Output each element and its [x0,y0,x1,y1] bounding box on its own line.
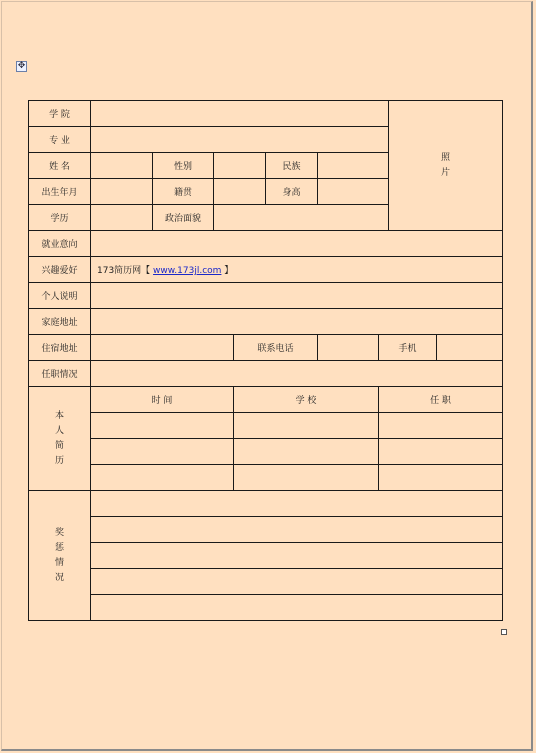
label-mobile: 手机 [379,335,437,361]
field-job-intention[interactable] [91,231,503,257]
row-current-address [29,335,503,361]
label-contact-phone: 联系电话 [234,335,318,361]
field-name[interactable] [91,153,153,179]
table-resize-handle[interactable] [501,629,507,635]
photo-cell[interactable] [389,101,503,231]
resume-header-row [29,387,503,413]
resume-position-cell[interactable] [379,465,503,491]
row-hobbies [29,257,503,283]
field-major[interactable] [91,127,389,153]
resume-entry-row [29,439,503,465]
resume-section-text: 本人简历 [54,410,64,466]
awards-row [29,491,503,517]
label-gender: 性别 [153,153,214,179]
hobbies-suffix: 】 [221,266,234,276]
label-native-place: 籍贯 [153,179,214,205]
resume-school-cell[interactable] [234,465,379,491]
field-positions-held[interactable] [91,361,503,387]
field-political-status[interactable] [214,205,389,231]
awards-section-text: 奖惩情况 [54,527,64,583]
label-awards-section [29,491,91,621]
label-birth: 出生年月 [29,179,91,205]
resume-position-cell[interactable] [379,413,503,439]
awards-row [29,569,503,595]
table-move-handle-icon[interactable]: ✥ [17,61,26,71]
field-home-address[interactable] [91,309,503,335]
awards-cell[interactable] [91,595,503,621]
hobbies-prefix: 173简历网【 [97,266,154,276]
label-education: 学历 [29,205,91,231]
field-education[interactable] [91,205,153,231]
resume-entry-row [29,465,503,491]
resume-time-cell[interactable] [91,439,234,465]
label-positions-held: 任职情况 [29,361,91,387]
awards-cell[interactable] [91,517,503,543]
label-major: 专 业 [29,127,91,153]
row-college [29,101,503,127]
resume-table [28,100,503,621]
field-mobile[interactable] [437,335,503,361]
row-home-address [29,309,503,335]
header-school: 学 校 [234,387,379,413]
row-job-intention [29,231,503,257]
resume-time-cell[interactable] [91,413,234,439]
header-position: 任 职 [379,387,503,413]
field-height[interactable] [318,179,389,205]
label-resume-section [29,387,91,491]
label-political-status: 政治面貌 [153,205,214,231]
field-current-address[interactable] [91,335,234,361]
field-hobbies[interactable] [91,257,503,283]
label-current-address: 住宿地址 [29,335,91,361]
awards-cell[interactable] [91,569,503,595]
row-positions-held [29,361,503,387]
field-birth[interactable] [91,179,153,205]
field-personal-statement[interactable] [91,283,503,309]
header-time: 时 间 [91,387,234,413]
resume-school-cell[interactable] [234,439,379,465]
field-ethnicity[interactable] [318,153,389,179]
field-gender[interactable] [214,153,266,179]
label-personal-statement: 个人说明 [29,283,91,309]
field-college[interactable] [91,101,389,127]
resume-position-cell[interactable] [379,439,503,465]
awards-cell[interactable] [91,491,503,517]
resume-entry-row [29,413,503,439]
awards-row [29,595,503,621]
hobbies-link[interactable]: www.173jl.com [153,266,222,276]
resume-time-cell[interactable] [91,465,234,491]
label-job-intention: 就业意向 [29,231,91,257]
awards-row [29,517,503,543]
label-name: 姓 名 [29,153,91,179]
label-photo: 照片 [440,152,450,178]
label-home-address: 家庭地址 [29,309,91,335]
label-college: 学 院 [29,101,91,127]
awards-row [29,543,503,569]
label-hobbies: 兴趣爱好 [29,257,91,283]
field-contact-phone[interactable] [318,335,379,361]
awards-cell[interactable] [91,543,503,569]
row-personal-statement [29,283,503,309]
label-height: 身高 [266,179,318,205]
resume-school-cell[interactable] [234,413,379,439]
field-native-place[interactable] [214,179,266,205]
label-ethnicity: 民族 [266,153,318,179]
